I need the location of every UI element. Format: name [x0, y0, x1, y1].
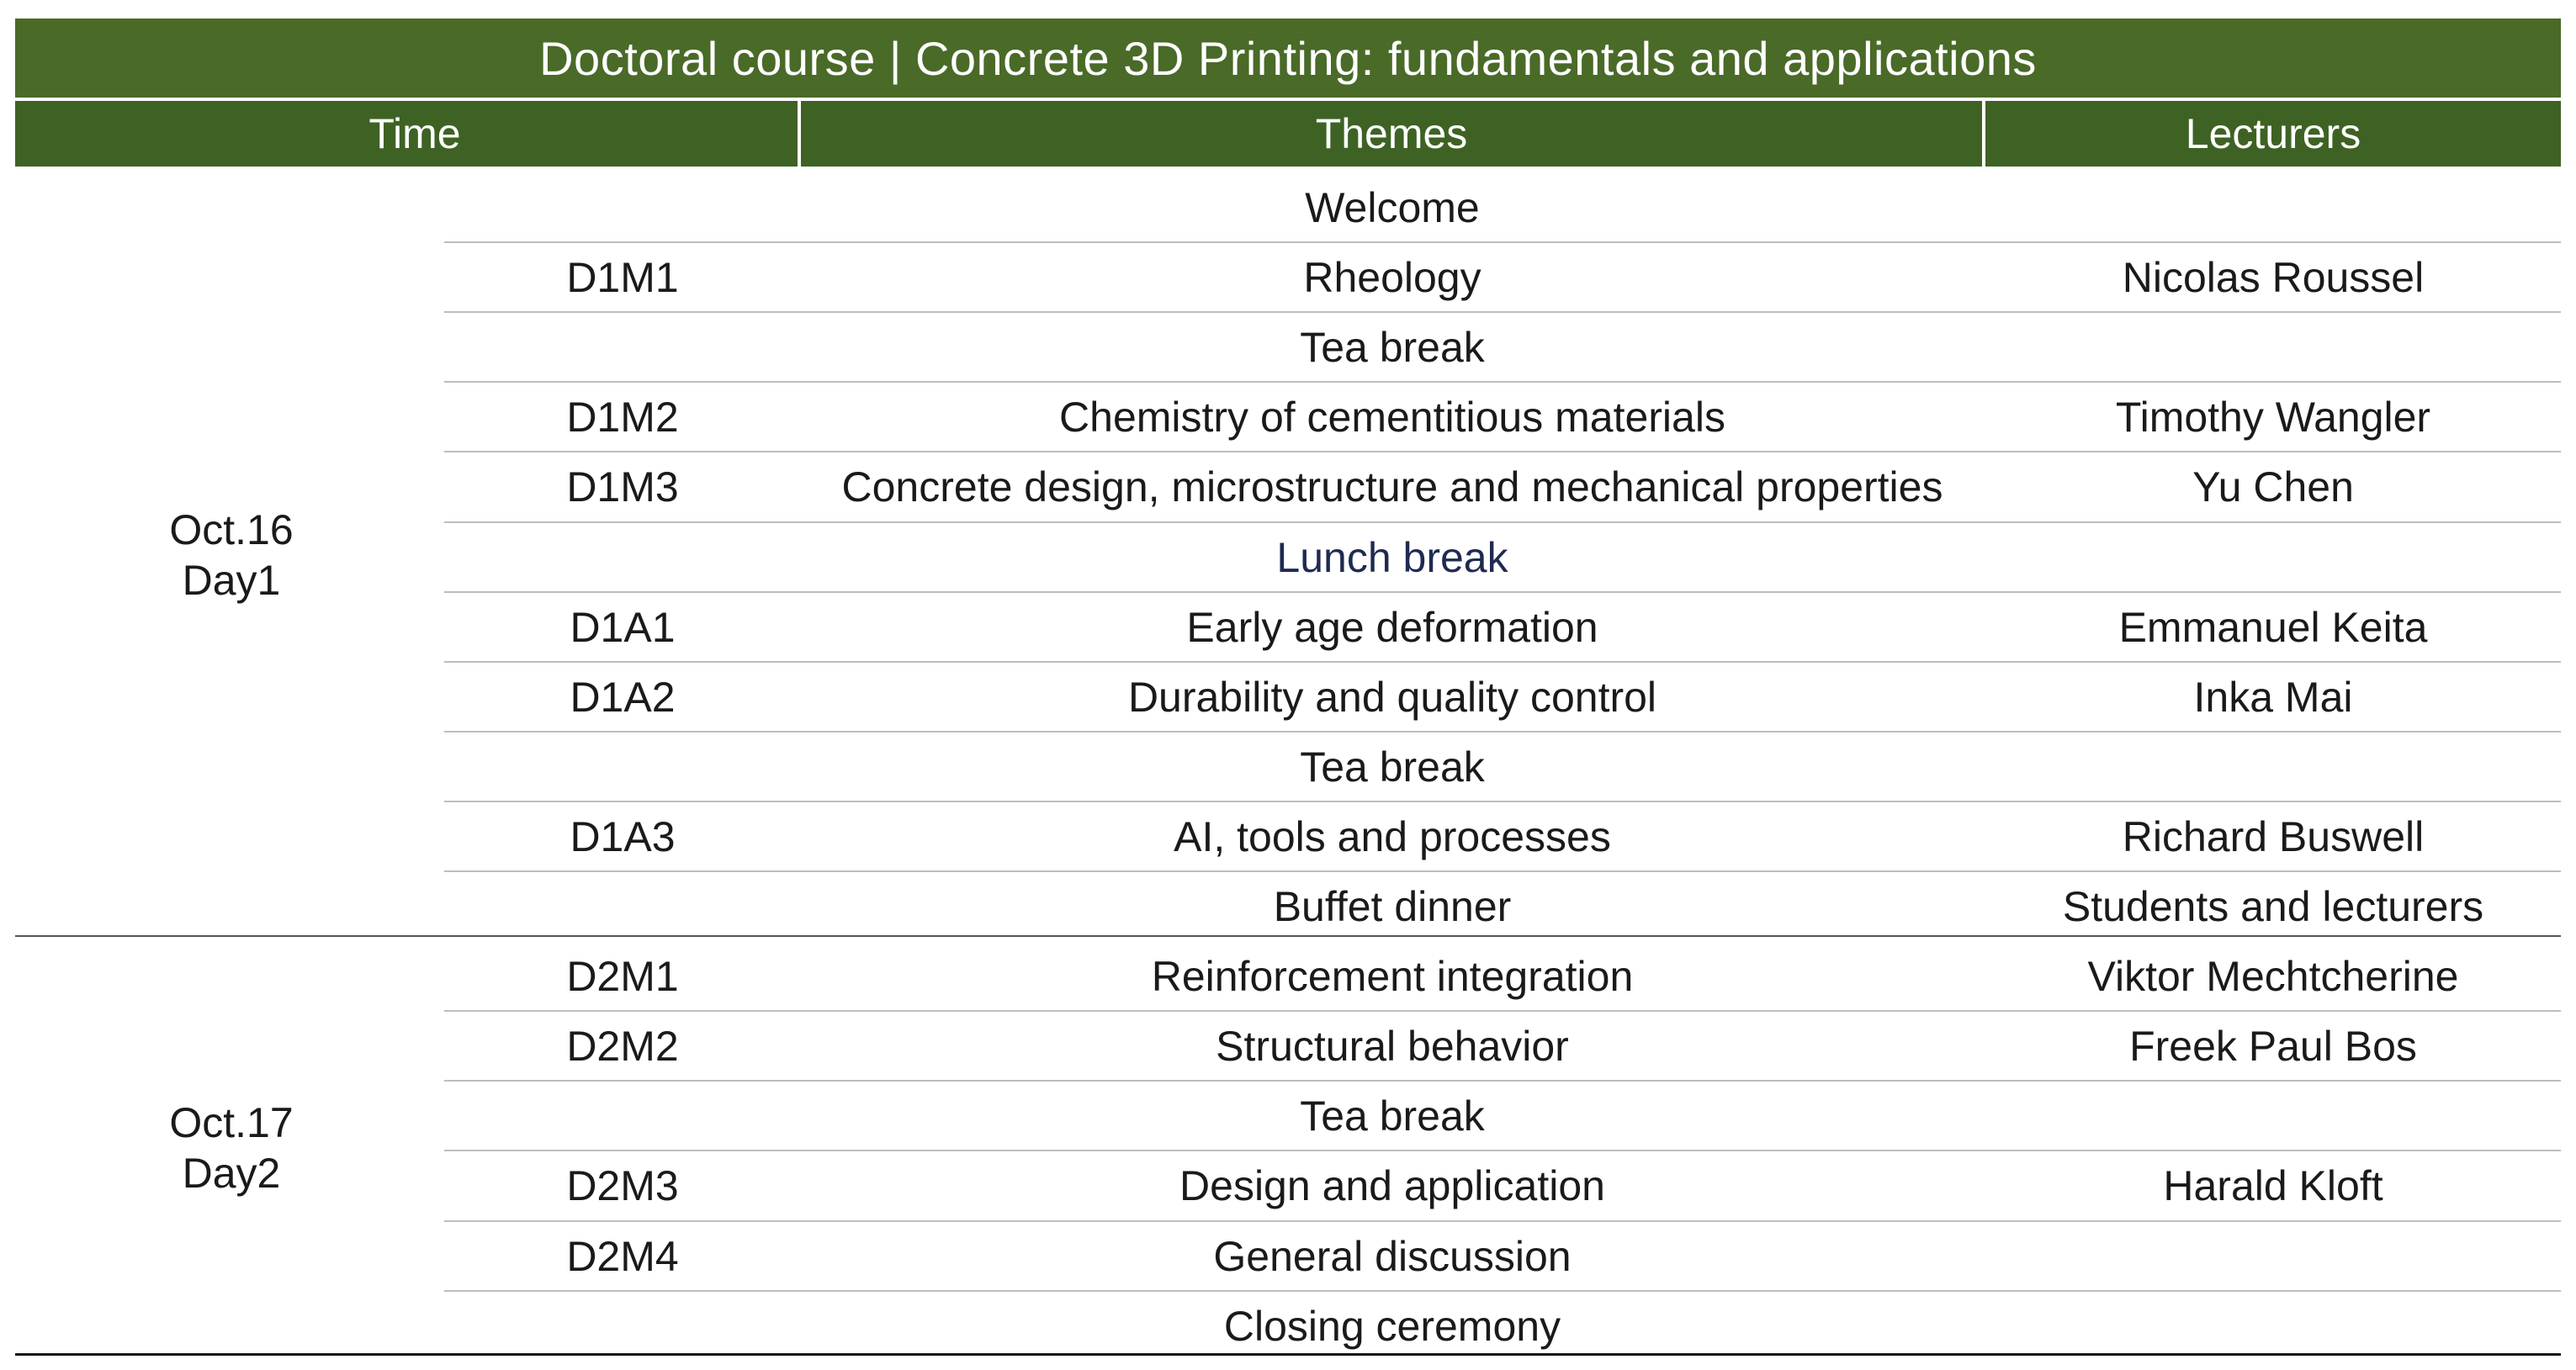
session-code: [446, 1291, 799, 1361]
table-row: [0, 522, 2576, 592]
session-theme: Reinforcement integration: [1151, 952, 1634, 1000]
table-row: [0, 1221, 2576, 1291]
session-theme: AI, tools and processes: [1174, 812, 1611, 860]
table-row: [0, 312, 2576, 382]
day-date: Oct.16: [169, 506, 294, 553]
table-row: [0, 172, 2576, 242]
session-lecturer: [1985, 1221, 2561, 1291]
day-date: Oct.17: [169, 1099, 294, 1146]
session-theme: Tea break: [1300, 1092, 1485, 1140]
session-lecturer: [1985, 1291, 2561, 1361]
session-theme: Lunch break: [1276, 533, 1508, 581]
session-code: D1A3: [570, 812, 676, 860]
session-theme: Tea break: [1300, 743, 1485, 791]
session-theme: Closing ceremony: [1223, 1302, 1561, 1350]
table-row: [0, 1150, 2576, 1220]
session-code: [446, 312, 799, 382]
session-lecturer: [1985, 732, 2561, 801]
session-code: D1M1: [566, 253, 679, 301]
session-theme: Tea break: [1300, 323, 1485, 371]
session-theme: Buffet dinner: [1273, 882, 1512, 930]
course-title: Doctoral course | Concrete 3D Printing: fundamentals and applications: [15, 19, 2561, 98]
session-lecturer: [1985, 1081, 2561, 1150]
session-lecturer: Freek Paul Bos: [2129, 1022, 2417, 1070]
session-theme: Rheology: [1303, 253, 1481, 301]
table-row: [0, 452, 2576, 521]
header-time: Time: [368, 110, 461, 157]
session-code: [446, 1081, 799, 1150]
session-lecturer: Richard Buswell: [2122, 812, 2425, 860]
table-row: [0, 242, 2576, 312]
table-row: [0, 592, 2576, 662]
session-lecturer: Harald Kloft: [2163, 1161, 2383, 1209]
session-code: [446, 871, 799, 941]
session-lecturer: Nicolas Roussel: [2122, 253, 2425, 301]
table-row: [0, 732, 2576, 801]
table-row: [0, 382, 2576, 452]
day-number: Day1: [182, 557, 281, 604]
day-number: Day2: [182, 1150, 281, 1197]
session-code: [446, 732, 799, 801]
session-theme: Design and application: [1179, 1161, 1605, 1209]
session-theme: Chemistry of cementitious materials: [1059, 393, 1725, 441]
session-lecturer: [1985, 172, 2561, 242]
header-themes: Themes: [1315, 110, 1468, 157]
session-code: D1A1: [570, 603, 676, 651]
session-code: D1M2: [566, 393, 679, 441]
session-code: D2M4: [566, 1232, 679, 1280]
session-theme: Welcome: [1305, 183, 1480, 231]
table-row: [0, 941, 2576, 1011]
session-lecturer: Timothy Wangler: [2115, 393, 2431, 441]
session-lecturer: Students and lecturers: [2062, 882, 2484, 930]
session-theme: Structural behavior: [1216, 1022, 1569, 1070]
session-code: D2M1: [566, 952, 679, 1000]
session-lecturer: [1985, 522, 2561, 592]
table-row: [0, 1081, 2576, 1150]
session-lecturer: Yu Chen: [2192, 463, 2354, 510]
table-row: [0, 871, 2576, 941]
table-row: [0, 1011, 2576, 1081]
session-lecturer: Inka Mai: [2193, 673, 2353, 721]
session-code: [446, 172, 799, 242]
session-theme: Early age deformation: [1186, 603, 1598, 651]
session-theme: Durability and quality control: [1127, 673, 1657, 721]
session-lecturer: Emmanuel Keita: [2118, 603, 2428, 651]
session-code: D1A2: [570, 673, 676, 721]
session-code: D2M2: [566, 1022, 679, 1070]
session-lecturer: Viktor Mechtcherine: [2087, 952, 2459, 1000]
header-lecturers: Lecturers: [2185, 110, 2361, 157]
table-row: [0, 1291, 2576, 1361]
table-row: [0, 662, 2576, 732]
session-code: [446, 522, 799, 592]
session-theme: Concrete design, microstructure and mechanical properties: [841, 463, 1943, 510]
session-theme: General discussion: [1213, 1232, 1572, 1280]
session-lecturer: [1985, 312, 2561, 382]
session-code: D2M3: [566, 1161, 679, 1209]
table-row: [0, 801, 2576, 871]
session-code: D1M3: [566, 463, 679, 510]
